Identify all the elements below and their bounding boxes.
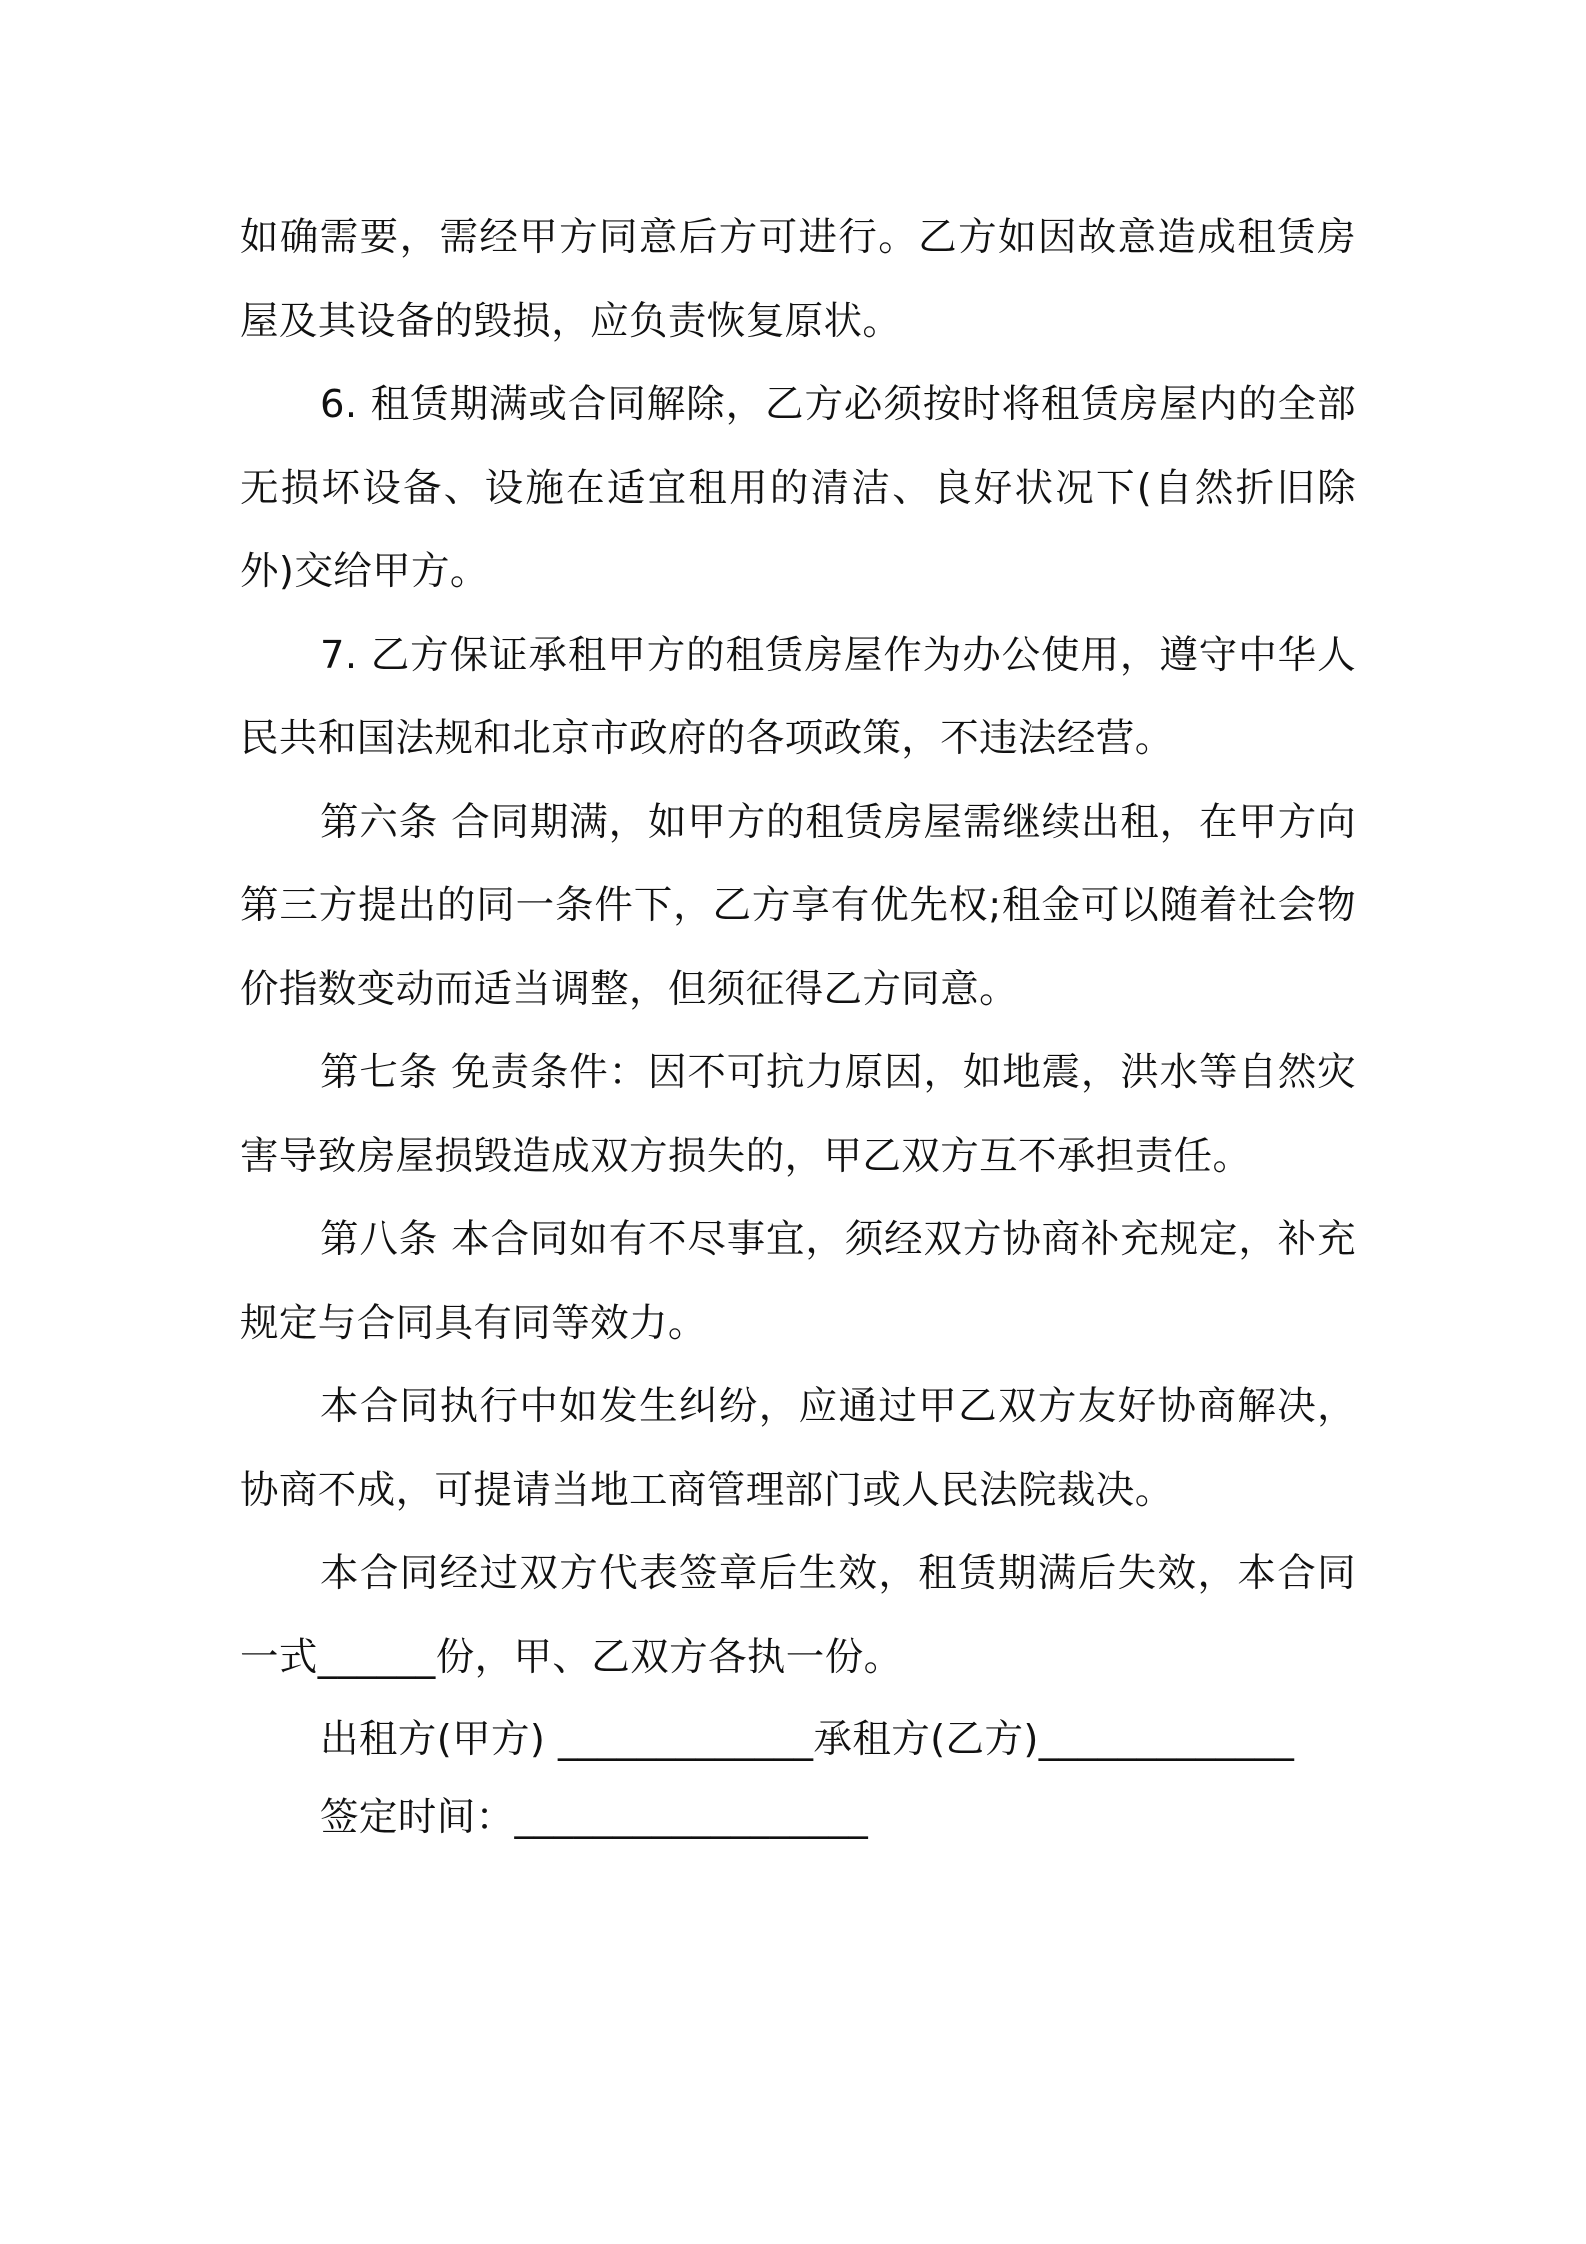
effectiveness-paragraph: 本合同经过双方代表签章后生效，租赁期满后失效，本合同一式______份，甲、乙双方各执一份。 bbox=[240, 1551, 1356, 1680]
signature-parties-line: 出租方(甲方) _____________承租方(乙方)_____________ bbox=[320, 1717, 1295, 1762]
paragraph-continuation: 如确需要，需经甲方同意后方可进行。乙方如因故意造成租赁房屋及其设备的毁损，应负责恢复原状。 bbox=[240, 215, 1356, 344]
clause-item-6: 6. 租赁期满或合同解除，乙方必须按时将租赁房屋内的全部无损坏设备、设施在适宜租用的清洁、良好状况下(自然折旧除外)交给甲方。 bbox=[240, 382, 1356, 594]
article-7: 第七条 免责条件：因不可抗力原因，如地震，洪水等自然灾害导致房屋损毁造成双方损失的，甲乙双方互不承担责任。 bbox=[240, 1050, 1356, 1179]
signing-date-line: 签定时间：__________________ bbox=[320, 1795, 869, 1840]
document-page bbox=[240, 196, 1356, 1857]
dispute-resolution-paragraph: 本合同执行中如发生纠纷，应通过甲乙双方友好协商解决，协商不成，可提请当地工商管理部门或人民法院裁决。 bbox=[240, 1384, 1356, 1513]
article-8: 第八条 本合同如有不尽事宜，须经双方协商补充规定，补充规定与合同具有同等效力。 bbox=[240, 1217, 1356, 1346]
article-6: 第六条 合同期满，如甲方的租赁房屋需继续出租，在甲方向第三方提出的同一条件下，乙方享有优先权;租金可以随着社会物价指数变动而适当调整，但须征得乙方同意。 bbox=[240, 799, 1356, 1012]
clause-item-7: 7. 乙方保证承租甲方的租赁房屋作为办公使用，遵守中华人民共和国法规和北京市政府的各项政策，不违法经营。 bbox=[240, 632, 1356, 761]
